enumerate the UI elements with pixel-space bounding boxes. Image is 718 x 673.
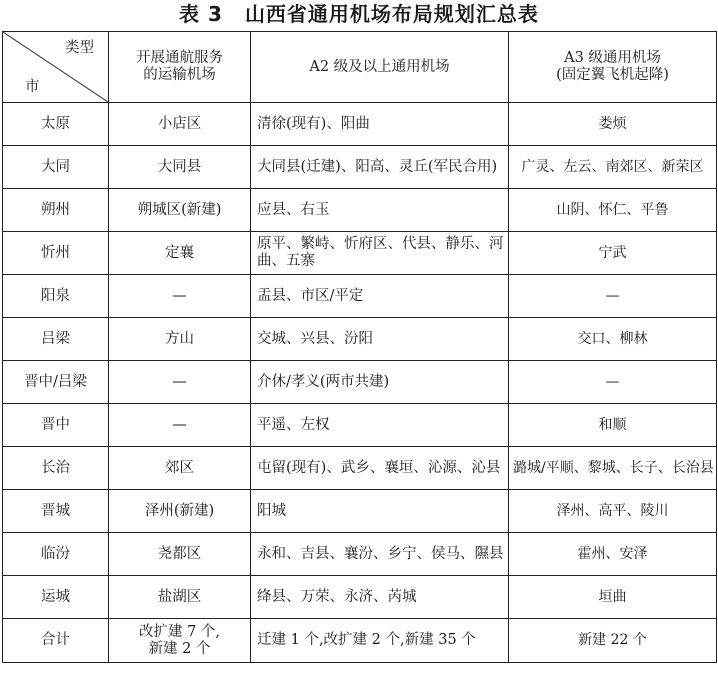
total-a2-cell: 迁建 1 个,改扩建 2 个,新建 35 个 <box>251 619 509 663</box>
document-title <box>0 0 718 28</box>
table-row <box>3 103 717 146</box>
a3-airport-cell: — <box>509 275 717 318</box>
city-cell: 长治 <box>3 447 109 490</box>
a3-airport-cell: 宁武 <box>509 232 717 275</box>
a2-airport-cell: 介休/孝义(两市共建) <box>251 361 509 404</box>
a3-airport-cell: 霍州、安泽 <box>509 533 717 576</box>
table-row <box>3 576 717 619</box>
a2-airport-cell: 清徐(现有)、阳曲 <box>251 103 509 146</box>
transport-airport-cell: 定襄 <box>109 232 251 275</box>
header-transport-line-2: 的运输机场 <box>143 67 216 83</box>
a2-airport-cell: 屯留(现有)、武乡、襄垣、沁源、沁县 <box>251 447 509 490</box>
transport-airport-cell: 盐湖区 <box>109 576 251 619</box>
city-cell: 朔州 <box>3 189 109 232</box>
table-row <box>3 361 717 404</box>
total-transport-line-2: 新建 2 个 <box>148 640 211 657</box>
total-transport-cell <box>109 619 251 663</box>
transport-airport-cell: 朔城区(新建) <box>109 189 251 232</box>
total-label-cell: 合计 <box>3 619 109 663</box>
a2-airport-cell: 绛县、万荣、永济、芮城 <box>251 576 509 619</box>
a2-airport-cell: 交城、兴县、汾阳 <box>251 318 509 361</box>
transport-airport-cell: 大同县 <box>109 146 251 189</box>
a3-airport-cell: 广灵、左云、南郊区、新荣区 <box>509 146 717 189</box>
transport-airport-cell: 尧都区 <box>109 533 251 576</box>
a2-airport-cell: 应县、右玉 <box>251 189 509 232</box>
corner-city-label: 市 <box>25 79 40 95</box>
table-row <box>3 189 717 232</box>
header-a3-airport <box>509 32 717 103</box>
table-row <box>3 447 717 490</box>
a3-airport-cell: 泽州、高平、陵川 <box>509 490 717 533</box>
city-cell: 吕梁 <box>3 318 109 361</box>
table-number: 表 3 <box>179 2 223 26</box>
a3-airport-cell: 交口、柳林 <box>509 318 717 361</box>
header-transport-line-1: 开展通航服务 <box>136 50 223 66</box>
city-cell: 阳泉 <box>3 275 109 318</box>
total-row <box>3 619 717 663</box>
a3-airport-cell: 潞城/平顺、黎城、长子、长治县 <box>509 447 717 490</box>
header-a3-line-1: A3 级通用机场 <box>564 50 661 66</box>
table-row <box>3 146 717 189</box>
transport-airport-cell: 方山 <box>109 318 251 361</box>
transport-airport-cell: — <box>109 361 251 404</box>
a2-airport-cell: 大同县(迁建)、阳高、灵丘(军民合用) <box>251 146 509 189</box>
a2-airport-cell: 盂县、市区/平定 <box>251 275 509 318</box>
city-cell: 临汾 <box>3 533 109 576</box>
a3-airport-cell: 娄烦 <box>509 103 717 146</box>
city-cell: 晋中/吕梁 <box>3 361 109 404</box>
corner-header-cell <box>3 32 109 103</box>
transport-airport-cell: — <box>109 275 251 318</box>
a3-airport-cell: — <box>509 361 717 404</box>
city-cell: 大同 <box>3 146 109 189</box>
transport-airport-cell: 小店区 <box>109 103 251 146</box>
a2-airport-cell: 原平、繁峙、忻府区、代县、静乐、河曲、五寨 <box>251 232 509 275</box>
header-a2-airport: A2 级及以上通用机场 <box>251 32 509 103</box>
header-row <box>3 32 717 103</box>
transport-airport-cell: 泽州(新建) <box>109 490 251 533</box>
table-row <box>3 533 717 576</box>
a3-airport-cell: 垣曲 <box>509 576 717 619</box>
a2-airport-cell: 永和、吉县、襄汾、乡宁、侯马、隰县 <box>251 533 509 576</box>
airport-plan-table <box>2 31 717 663</box>
table-row <box>3 232 717 275</box>
city-cell: 忻州 <box>3 232 109 275</box>
corner-type-label: 类型 <box>65 40 94 56</box>
city-cell: 太原 <box>3 103 109 146</box>
table-row <box>3 404 717 447</box>
a3-airport-cell: 和顺 <box>509 404 717 447</box>
header-a3-line-2: (固定翼飞机起降) <box>556 67 669 83</box>
a2-airport-cell: 阳城 <box>251 490 509 533</box>
total-transport-line-1: 改扩建 7 个, <box>138 623 221 640</box>
total-a3-cell: 新建 22 个 <box>509 619 717 663</box>
header-transport-airport <box>109 32 251 103</box>
transport-airport-cell: — <box>109 404 251 447</box>
city-cell: 晋城 <box>3 490 109 533</box>
a3-airport-cell: 山阴、怀仁、平鲁 <box>509 189 717 232</box>
table-row <box>3 318 717 361</box>
table-row <box>3 275 717 318</box>
transport-airport-cell: 郊区 <box>109 447 251 490</box>
a2-airport-cell: 平遥、左权 <box>251 404 509 447</box>
city-cell: 运城 <box>3 576 109 619</box>
table-row <box>3 490 717 533</box>
city-cell: 晋中 <box>3 404 109 447</box>
table-title-text: 山西省通用机场布局规划汇总表 <box>244 2 539 26</box>
